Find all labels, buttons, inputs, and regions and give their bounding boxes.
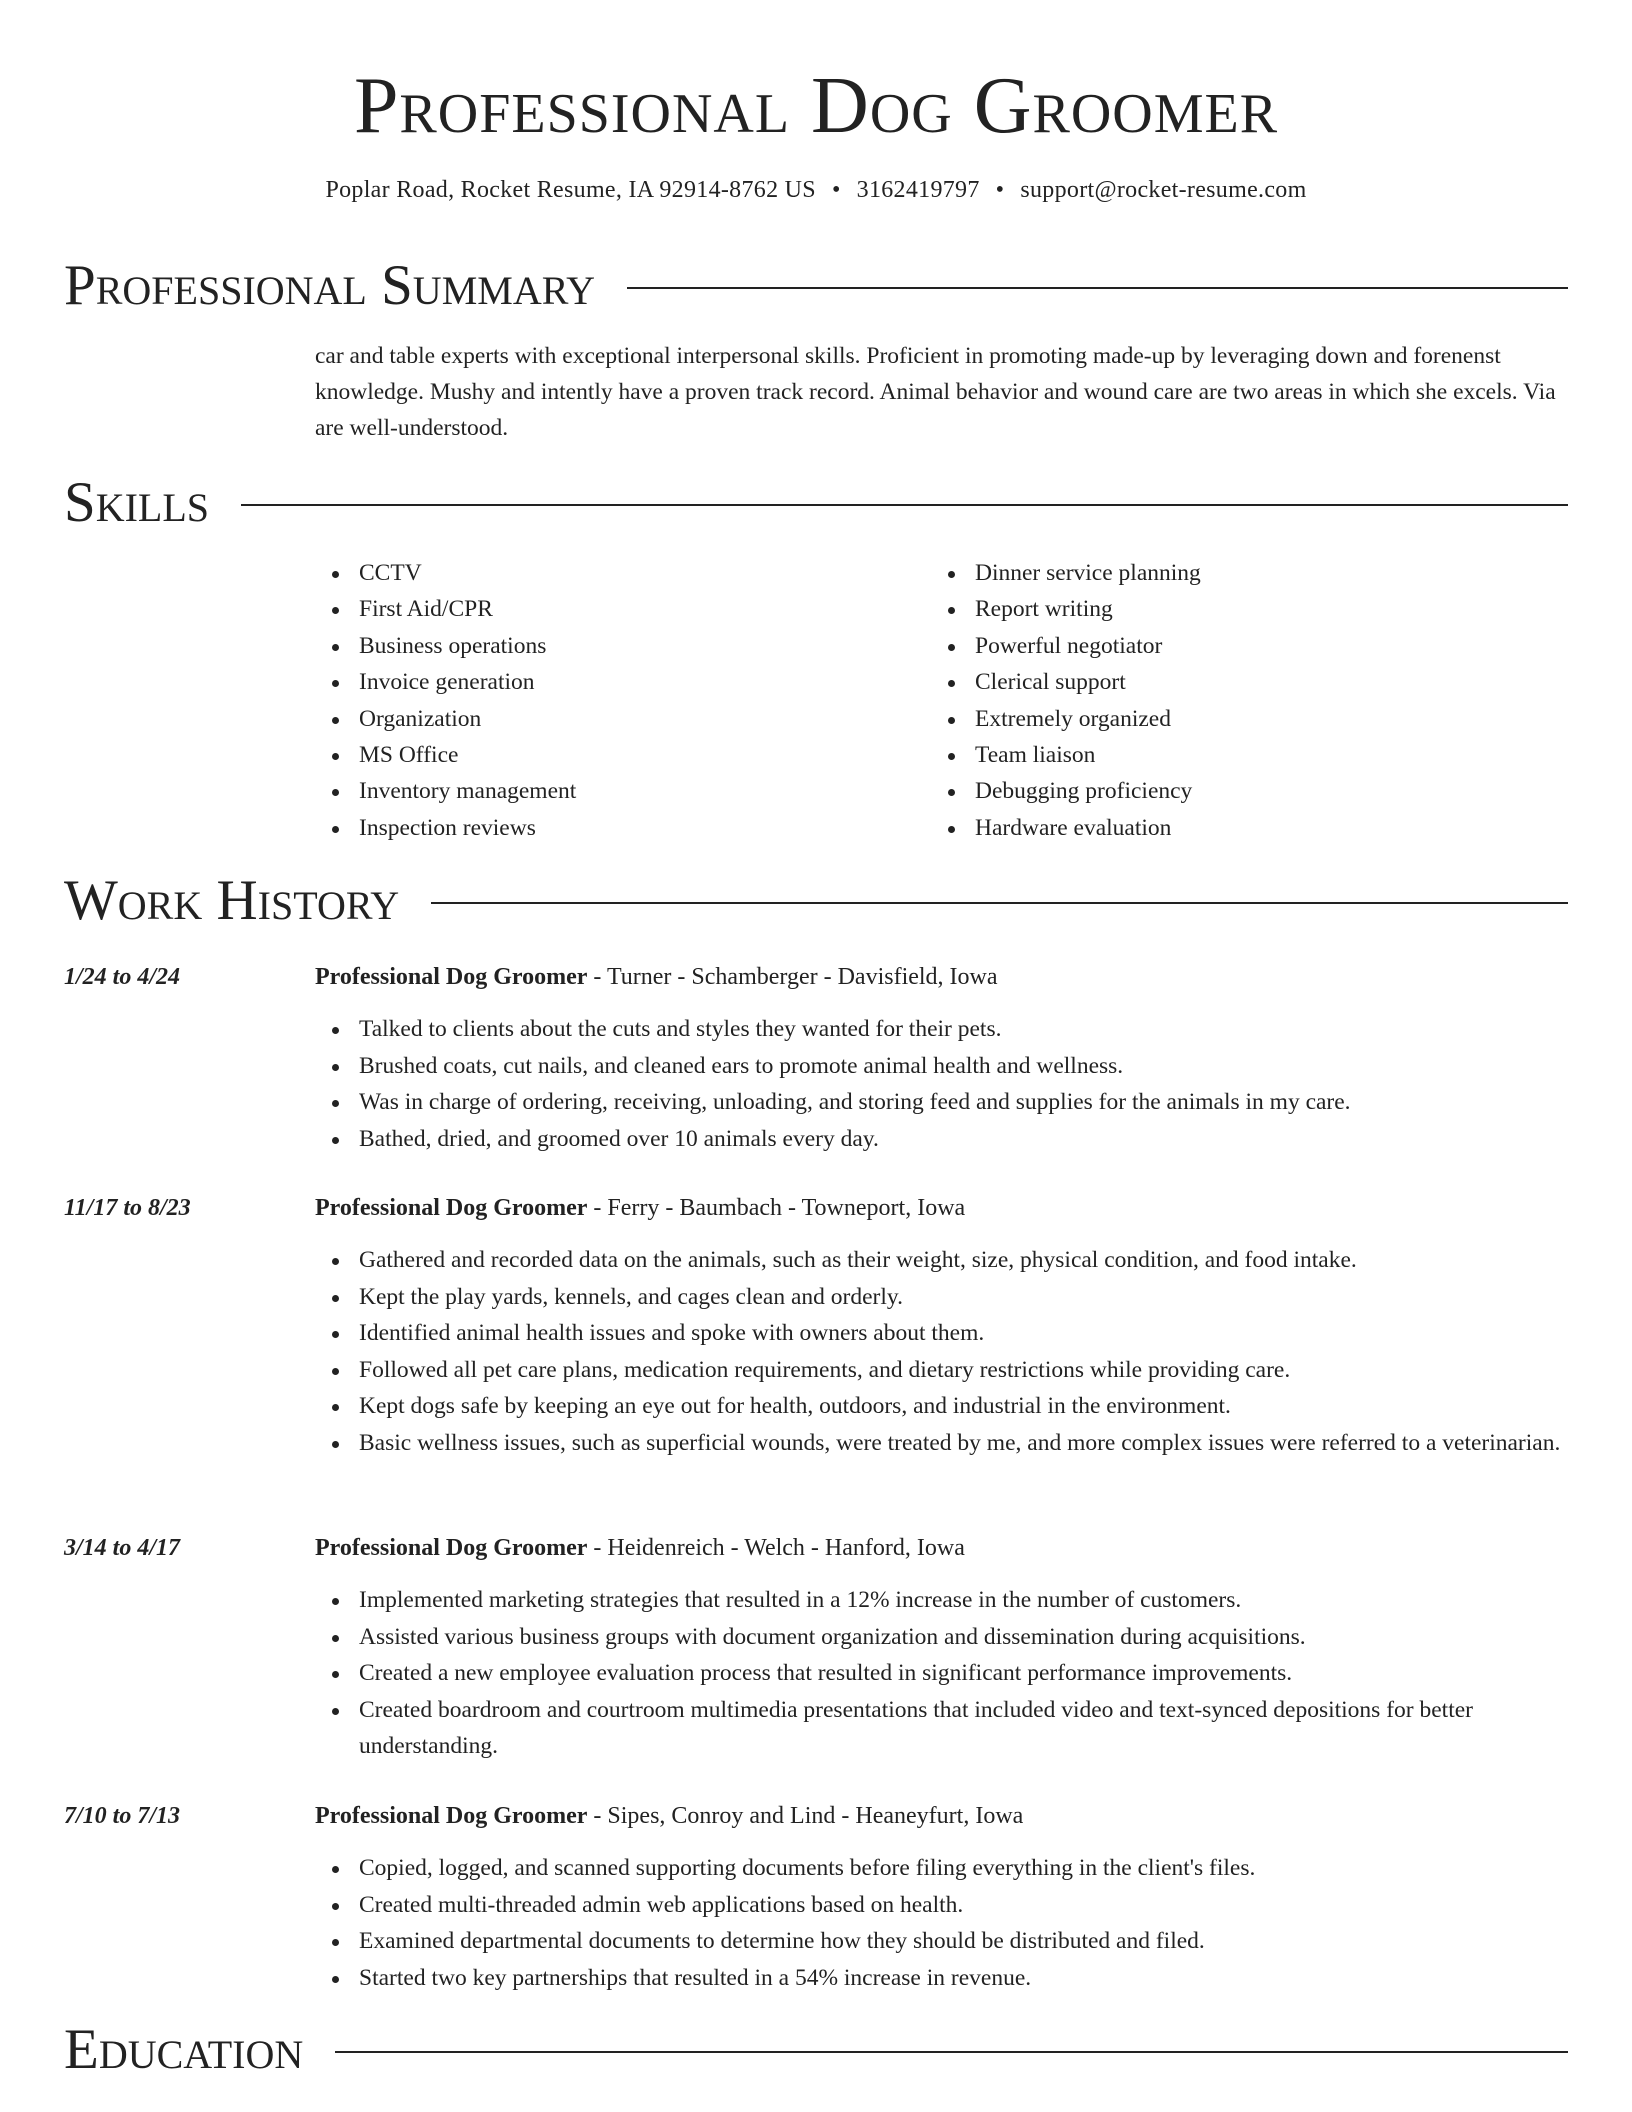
job-employer: - Sipes, Conroy and Lind - Heaneyfurt, Iowa	[587, 1803, 1024, 1829]
duty-text: Started two key partnerships that resulted in a 54% increase in revenue.	[359, 1964, 1032, 1991]
duty-text: Assisted various business groups with document organization and dissemination during acquisitions.	[359, 1623, 1306, 1650]
duty-item	[315, 1692, 1568, 1764]
duty-text: Created a new employee evaluation process that resulted in significant performance improvements.	[359, 1660, 1293, 1687]
contact-address: Poplar Road, Rocket Resume, IA 92914-8762 US	[325, 177, 816, 203]
summary-heading: Professional Summary	[64, 254, 596, 317]
job-duties	[315, 1011, 1568, 1157]
skill-item	[931, 591, 1201, 627]
bullet-icon	[332, 1866, 339, 1873]
bullet-icon	[948, 753, 955, 760]
contact-line	[0, 174, 1632, 206]
summary-text: car and table experts with exceptional interpersonal skills. Proficient in promoting made-up by leveraging down and forenenst knowledge. Mushy and intently have a proven track record. Animal behavior and wound care are two areas in which she excels. Via are well-understood.	[315, 343, 1556, 441]
bullet-icon	[332, 1598, 339, 1605]
duty-item	[315, 1121, 1568, 1157]
duty-text: Implemented marketing strategies that resulted in a 12% increase in the number of customers.	[359, 1587, 1242, 1613]
duty-text: Gathered and recorded data on the animals, such as their weight, size, physical condition, and food intake.	[359, 1247, 1357, 1273]
summary-section-header	[64, 254, 1568, 318]
bullet-icon	[332, 1671, 339, 1678]
skills-heading: Skills	[64, 471, 210, 534]
skill-text: Report writing	[975, 596, 1113, 623]
skill-text: Debugging proficiency	[975, 778, 1193, 805]
bullet-icon	[332, 1441, 339, 1448]
skill-item	[931, 701, 1201, 737]
duty-item	[315, 1011, 1568, 1047]
contact-separator: •	[995, 177, 1005, 203]
job-title-line	[315, 959, 998, 995]
duty-item	[315, 1084, 1568, 1120]
duty-item	[315, 1960, 1568, 1996]
bullet-icon	[332, 1137, 339, 1144]
resume-name: Professional Dog Groomer	[353, 62, 1279, 150]
bullet-icon	[332, 607, 339, 614]
skill-item	[315, 664, 931, 700]
bullet-icon	[332, 1027, 339, 1034]
duty-item	[315, 1048, 1568, 1084]
duty-text: Brushed coats, cut nails, and cleaned ears to promote animal health and wellness.	[359, 1052, 1124, 1079]
job-title: Professional Dog Groomer	[315, 1803, 588, 1829]
skill-text: Dinner service planning	[975, 560, 1201, 586]
bullet-icon	[332, 1331, 339, 1338]
bullet-icon	[948, 607, 955, 614]
bullet-icon	[948, 789, 955, 796]
job-duties	[315, 1582, 1568, 1764]
skill-item	[931, 810, 1201, 846]
skill-text: Inventory management	[359, 778, 577, 805]
job-dates: 11/17 to 8/23	[64, 1195, 191, 1221]
skill-text: Business operations	[359, 632, 547, 659]
bullet-icon	[332, 717, 339, 724]
bullet-icon	[332, 1939, 339, 1946]
skill-text: Powerful negotiator	[975, 632, 1163, 659]
duty-text: Bathed, dried, and groomed over 10 animals every day.	[359, 1125, 879, 1152]
skill-text: CCTV	[359, 560, 422, 586]
job-dates: 1/24 to 4/24	[64, 964, 181, 990]
duty-text: Created multi-threaded admin web applications based on health.	[359, 1891, 964, 1918]
duty-item	[315, 1388, 1568, 1424]
bullet-icon	[332, 1404, 339, 1411]
skill-item	[931, 737, 1201, 773]
bullet-icon	[332, 1100, 339, 1107]
duty-item	[315, 1242, 1568, 1278]
section-divider	[241, 504, 1568, 506]
duty-text: Was in charge of ordering, receiving, unloading, and storing feed and supplies for the animals in my care.	[359, 1089, 1351, 1116]
bullet-icon	[948, 571, 955, 578]
duty-item	[315, 1315, 1568, 1351]
bullet-icon	[332, 753, 339, 760]
duty-text: Examined departmental documents to determine how they should be distributed and filed.	[359, 1928, 1205, 1955]
duty-text: Copied, logged, and scanned supporting documents before filing everything in the client's files.	[359, 1855, 1256, 1881]
section-divider	[335, 2051, 1568, 2053]
job-employer: - Ferry - Baumbach - Towneport, Iowa	[587, 1195, 966, 1221]
contact-email: support@rocket-resume.com	[1020, 177, 1307, 203]
skill-text: Extremely organized	[975, 705, 1171, 732]
contact-phone: 3162419797	[856, 177, 980, 203]
bullet-icon	[332, 1635, 339, 1642]
duty-text: Kept the play yards, kennels, and cages clean and orderly.	[359, 1283, 903, 1310]
work-heading: Work History	[64, 869, 400, 932]
skills-section-header	[64, 471, 1568, 535]
skill-item	[315, 701, 931, 737]
bullet-icon	[332, 1064, 339, 1071]
bullet-icon	[948, 717, 955, 724]
skill-item	[315, 737, 931, 773]
section-divider	[627, 287, 1568, 289]
skill-text: MS Office	[359, 742, 459, 769]
job-title-line	[315, 1190, 965, 1226]
job-title-line	[315, 1530, 965, 1566]
bullet-icon	[948, 680, 955, 687]
skill-text: Team liaison	[975, 742, 1096, 769]
job-title-line	[315, 1798, 1023, 1834]
duty-text: Talked to clients about the cuts and styles they wanted for their pets.	[359, 1016, 1002, 1042]
job-employer: - Turner - Schamberger - Davisfield, Iowa	[587, 964, 998, 990]
skill-item	[931, 628, 1201, 664]
job-dates: 3/14 to 4/17	[64, 1535, 181, 1561]
job-title: Professional Dog Groomer	[315, 964, 588, 990]
duty-text: Followed all pet care plans, medication requirements, and dietary restrictions while providing care.	[359, 1356, 1291, 1383]
education-heading: Education	[64, 2018, 304, 2081]
skills-column-1	[315, 555, 931, 846]
job-duties	[315, 1850, 1568, 1996]
skill-item	[931, 555, 1201, 591]
bullet-icon	[332, 1295, 339, 1302]
education-section-header	[64, 2018, 1568, 2082]
bullet-icon	[332, 826, 339, 833]
skill-text: Hardware evaluation	[975, 814, 1172, 841]
duty-text: Created boardroom and courtroom multimedia presentations that included video and text-synced depositions for better understanding.	[359, 1696, 1473, 1759]
duty-text: Kept dogs safe by keeping an eye out for health, outdoors, and industrial in the environment.	[359, 1393, 1231, 1420]
duty-text: Identified animal health issues and spoke with owners about them.	[359, 1320, 985, 1347]
skill-item	[315, 773, 931, 809]
duty-item	[315, 1923, 1568, 1959]
duty-text: Basic wellness issues, such as superficial wounds, were treated by me, and more complex issues were referred to a veterinarian.	[359, 1429, 1561, 1456]
duty-item	[315, 1619, 1568, 1655]
duty-item	[315, 1850, 1568, 1886]
skill-item	[315, 591, 931, 627]
skill-item	[931, 773, 1201, 809]
skill-item	[315, 555, 931, 591]
duty-item	[315, 1655, 1568, 1691]
duty-item	[315, 1425, 1568, 1461]
job-employer: - Heidenreich - Welch - Hanford, Iowa	[587, 1535, 965, 1561]
bullet-icon	[332, 571, 339, 578]
bullet-icon	[948, 826, 955, 833]
skill-text: Organization	[359, 705, 482, 732]
skill-item	[931, 664, 1201, 700]
bullet-icon	[332, 1708, 339, 1715]
bullet-icon	[332, 680, 339, 687]
bullet-icon	[332, 644, 339, 651]
skill-text: Clerical support	[975, 669, 1126, 696]
skill-text: Inspection reviews	[359, 814, 536, 841]
skill-item	[315, 628, 931, 664]
duty-item	[315, 1887, 1568, 1923]
job-duties	[315, 1242, 1568, 1462]
bullet-icon	[948, 644, 955, 651]
job-title: Professional Dog Groomer	[315, 1535, 588, 1561]
skill-text: Invoice generation	[359, 669, 535, 696]
work-section-header	[64, 869, 1568, 933]
skills-column-2	[931, 555, 1201, 846]
job-title: Professional Dog Groomer	[315, 1195, 588, 1221]
bullet-icon	[332, 1903, 339, 1910]
job-dates: 7/10 to 7/13	[64, 1803, 181, 1829]
duty-item	[315, 1582, 1568, 1618]
bullet-icon	[332, 1368, 339, 1375]
duty-item	[315, 1279, 1568, 1315]
skill-text: First Aid/CPR	[359, 596, 493, 623]
contact-separator: •	[831, 177, 841, 203]
bullet-icon	[332, 1976, 339, 1983]
section-divider	[431, 902, 1568, 904]
bullet-icon	[332, 1258, 339, 1265]
skill-item	[315, 810, 931, 846]
duty-item	[315, 1352, 1568, 1388]
skills-list	[315, 555, 1568, 846]
bullet-icon	[332, 789, 339, 796]
